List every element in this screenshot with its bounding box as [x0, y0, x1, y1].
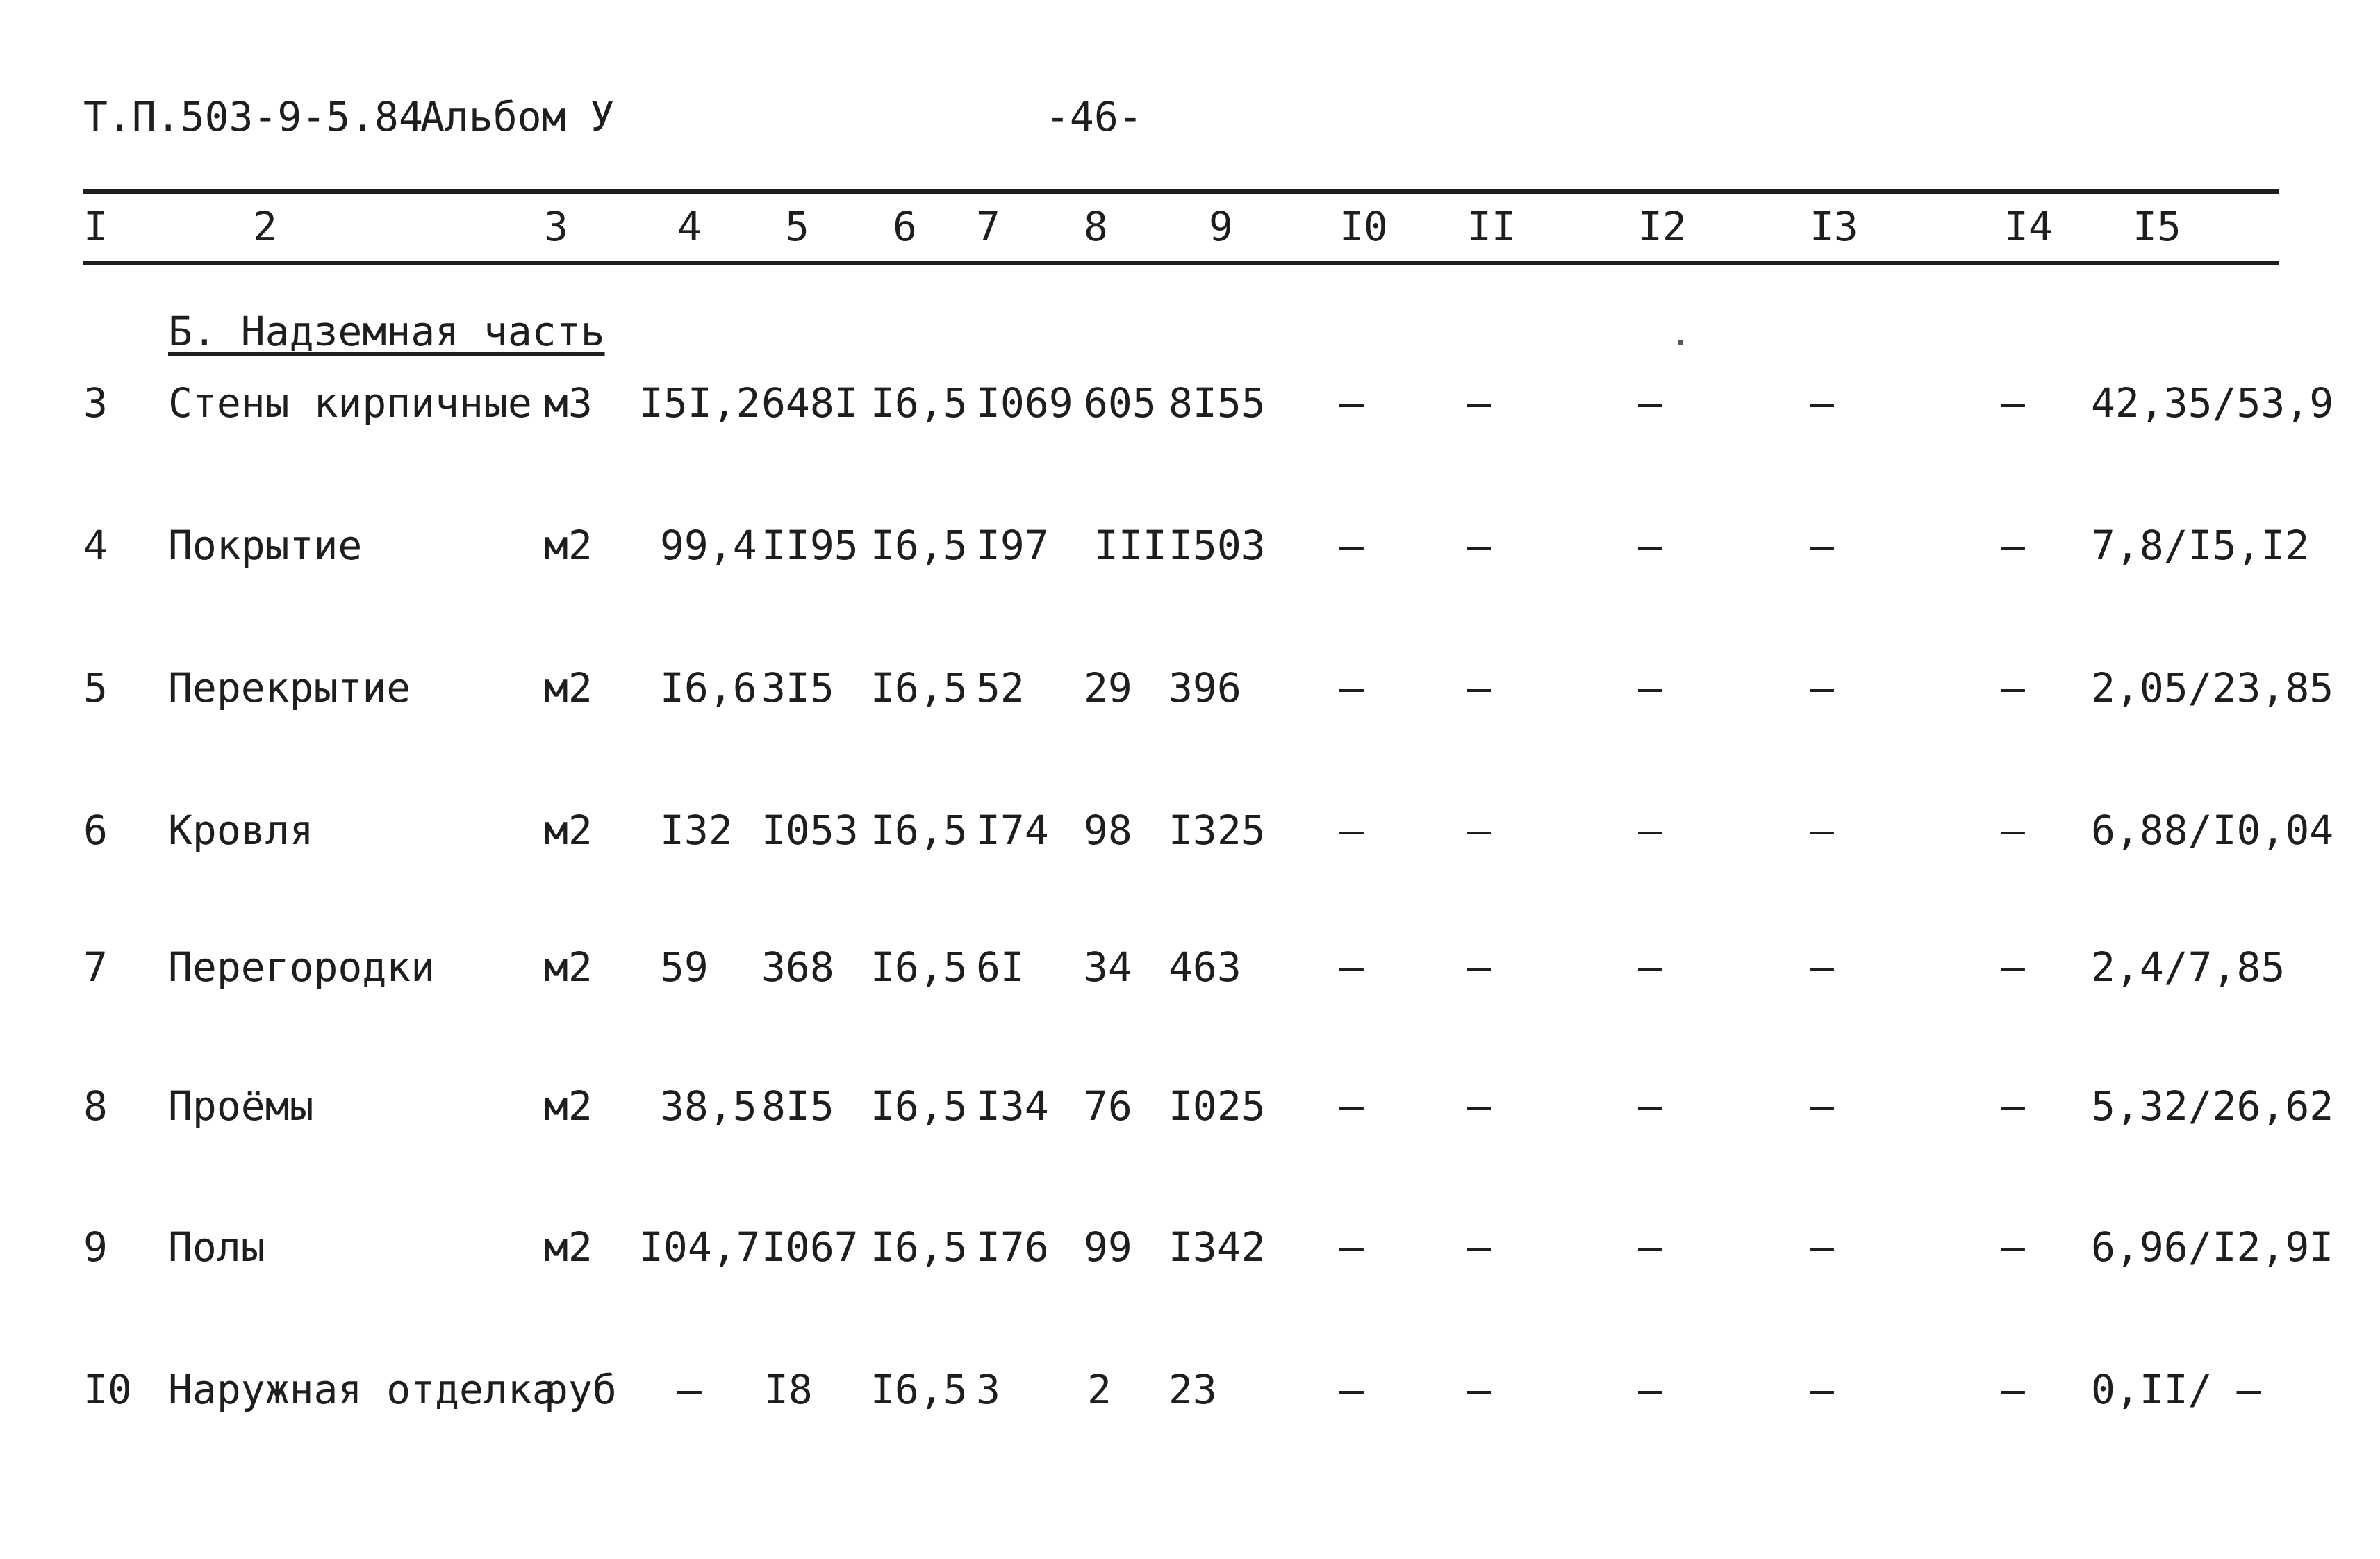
item-name: Наружная отделка — [168, 1366, 556, 1413]
dash-cell: – — [1339, 943, 1364, 991]
dash-cell: – — [1638, 379, 1662, 427]
table-cell: I6,5 — [870, 379, 968, 427]
table-cell: I6,6 — [660, 664, 757, 711]
table-cell: 76 — [1084, 1082, 1132, 1130]
table-header-rule — [83, 261, 2279, 265]
table-cell: I053 — [761, 807, 859, 854]
unit: м2 — [544, 1223, 593, 1271]
item-name: Покрытие — [168, 522, 363, 569]
table-cell: 2 — [1087, 1366, 1112, 1413]
dash-cell: – — [1810, 1223, 1834, 1271]
dash-cell: – — [1339, 807, 1364, 854]
unit: м2 — [544, 943, 593, 991]
table-cell: I04,7 — [639, 1223, 761, 1271]
item-name: Кровля — [168, 807, 314, 854]
table-cell: 463 — [1168, 943, 1241, 991]
table-cell: 648I — [761, 379, 859, 427]
document-reference: Т.П.503-9-5.84 — [83, 93, 423, 140]
table-cell: I6,5 — [870, 1366, 968, 1413]
dash-cell: – — [1810, 943, 1834, 991]
item-name: Перекрытие — [168, 664, 411, 711]
table-cell: I069 — [976, 379, 1073, 427]
column-number: 9 — [1209, 203, 1233, 250]
row-number: 6 — [83, 807, 108, 854]
item-name: Проёмы — [168, 1082, 314, 1130]
dash-cell: – — [1467, 522, 1491, 569]
dash-cell: – — [1638, 1366, 1662, 1413]
ratio-cell: 6,96/I2,9I — [2091, 1223, 2334, 1271]
ratio-cell: 2,4/7,85 — [2091, 943, 2286, 991]
table-cell: 3I5 — [761, 664, 834, 711]
unit: м2 — [544, 1082, 593, 1130]
table-cell: III — [1094, 522, 1167, 569]
table-cell: I5I,2 — [639, 379, 761, 427]
table-cell: 8I5 — [761, 1082, 834, 1130]
column-number: 2 — [253, 203, 277, 250]
table-cell: I025 — [1168, 1082, 1266, 1130]
dash-cell: – — [2001, 1223, 2025, 1271]
item-name: Стены кирпичные — [168, 379, 532, 427]
ratio-cell: 7,8/I5,I2 — [2091, 522, 2310, 569]
dash-cell: – — [2001, 943, 2025, 991]
table-cell: I503 — [1168, 522, 1266, 569]
dash-cell: – — [1638, 1223, 1662, 1271]
table-cell: 99 — [1084, 1223, 1132, 1271]
column-number: I5 — [2133, 203, 2181, 250]
column-number: I — [83, 203, 108, 250]
column-number: 5 — [785, 203, 809, 250]
dash-cell: – — [1467, 807, 1491, 854]
dash-cell: – — [1467, 1223, 1491, 1271]
column-number: I2 — [1638, 203, 1687, 250]
table-cell: I34 — [976, 1082, 1049, 1130]
table-cell: I74 — [976, 807, 1049, 854]
column-number: 7 — [976, 203, 1000, 250]
dash-cell: – — [1467, 379, 1491, 427]
dash-cell: – — [1638, 522, 1662, 569]
dash-cell: – — [1810, 1366, 1834, 1413]
print-speck — [1678, 340, 1683, 345]
table-cell: I6,5 — [870, 807, 968, 854]
item-name: Полы — [168, 1223, 265, 1271]
table-cell: I6,5 — [870, 1223, 968, 1271]
table-cell: I067 — [761, 1223, 859, 1271]
unit: м2 — [544, 664, 593, 711]
dash-cell: – — [1339, 1082, 1364, 1130]
unit: руб — [544, 1366, 617, 1413]
column-number: 3 — [544, 203, 568, 250]
table-cell: 29 — [1084, 664, 1132, 711]
table-cell: 34 — [1084, 943, 1132, 991]
dash-cell: – — [1467, 664, 1491, 711]
ratio-cell: 6,88/I0,04 — [2091, 807, 2334, 854]
dash-cell: – — [2001, 664, 2025, 711]
table-cell: I8 — [764, 1366, 813, 1413]
column-number: 8 — [1084, 203, 1108, 250]
table-cell: I97 — [976, 522, 1049, 569]
table-cell: I6,5 — [870, 522, 968, 569]
table-cell: I6,5 — [870, 664, 968, 711]
table-cell: I6,5 — [870, 1082, 968, 1130]
dash-cell: – — [1467, 1082, 1491, 1130]
column-number: 4 — [677, 203, 702, 250]
dash-cell: – — [1810, 522, 1834, 569]
table-cell: I32 — [660, 807, 733, 854]
album-label: Альбом У — [420, 93, 615, 140]
dash-cell: – — [1339, 1366, 1364, 1413]
table-top-rule — [83, 189, 2279, 194]
dash-cell: – — [1810, 664, 1834, 711]
dash-cell: – — [2001, 379, 2025, 427]
dash-cell: – — [2001, 1082, 2025, 1130]
column-number: I3 — [1810, 203, 1858, 250]
table-cell: 98 — [1084, 807, 1132, 854]
row-number: 8 — [83, 1082, 108, 1130]
section-title: Б. Надземная часть — [168, 308, 605, 355]
dash-cell: – — [1467, 943, 1491, 991]
dash-cell: – — [1339, 664, 1364, 711]
table-cell: 8I55 — [1168, 379, 1266, 427]
row-number: 9 — [83, 1223, 108, 1271]
table-cell: 368 — [761, 943, 834, 991]
unit: м2 — [544, 807, 593, 854]
table-cell: I6,5 — [870, 943, 968, 991]
row-number: I0 — [83, 1366, 132, 1413]
row-number: 3 — [83, 379, 108, 427]
unit: м2 — [544, 522, 593, 569]
table-cell: 6I — [976, 943, 1025, 991]
dash-cell: – — [677, 1366, 702, 1413]
dash-cell: – — [1339, 1223, 1364, 1271]
unit: м3 — [544, 379, 593, 427]
row-number: 7 — [83, 943, 108, 991]
table-cell: 59 — [660, 943, 709, 991]
table-cell: 99,4 — [660, 522, 757, 569]
column-number: I0 — [1339, 203, 1388, 250]
dash-cell: – — [1339, 379, 1364, 427]
row-number: 4 — [83, 522, 108, 569]
column-number: II — [1467, 203, 1516, 250]
column-number: 6 — [893, 203, 917, 250]
table-cell: 23 — [1168, 1366, 1217, 1413]
dash-cell: – — [1638, 807, 1662, 854]
dash-cell: – — [1810, 1082, 1834, 1130]
dash-cell: – — [1810, 807, 1834, 854]
ratio-cell: 2,05/23,85 — [2091, 664, 2334, 711]
table-cell: 605 — [1084, 379, 1157, 427]
item-name: Перегородки — [168, 943, 436, 991]
dash-cell: – — [2001, 807, 2025, 854]
dash-cell: – — [1467, 1366, 1491, 1413]
dash-cell: – — [2001, 1366, 2025, 1413]
dash-cell: – — [1638, 1082, 1662, 1130]
table-cell: I342 — [1168, 1223, 1266, 1271]
table-cell: 396 — [1168, 664, 1241, 711]
dash-cell: – — [1638, 943, 1662, 991]
table-cell: II95 — [761, 522, 859, 569]
dash-cell: – — [1339, 522, 1364, 569]
row-number: 5 — [83, 664, 108, 711]
ratio-cell: 0,II/ – — [2091, 1366, 2261, 1413]
ratio-cell: 42,35/53,9 — [2091, 379, 2334, 427]
ratio-cell: 5,32/26,62 — [2091, 1082, 2334, 1130]
dash-cell: – — [2001, 522, 2025, 569]
table-cell: I76 — [976, 1223, 1049, 1271]
table-cell: I325 — [1168, 807, 1266, 854]
column-number: I4 — [2004, 203, 2053, 250]
table-cell: 38,5 — [660, 1082, 757, 1130]
dash-cell: – — [1638, 664, 1662, 711]
dash-cell: – — [1810, 379, 1834, 427]
table-cell: 3 — [976, 1366, 1000, 1413]
page-number: -46- — [1046, 93, 1143, 140]
table-cell: 52 — [976, 664, 1025, 711]
